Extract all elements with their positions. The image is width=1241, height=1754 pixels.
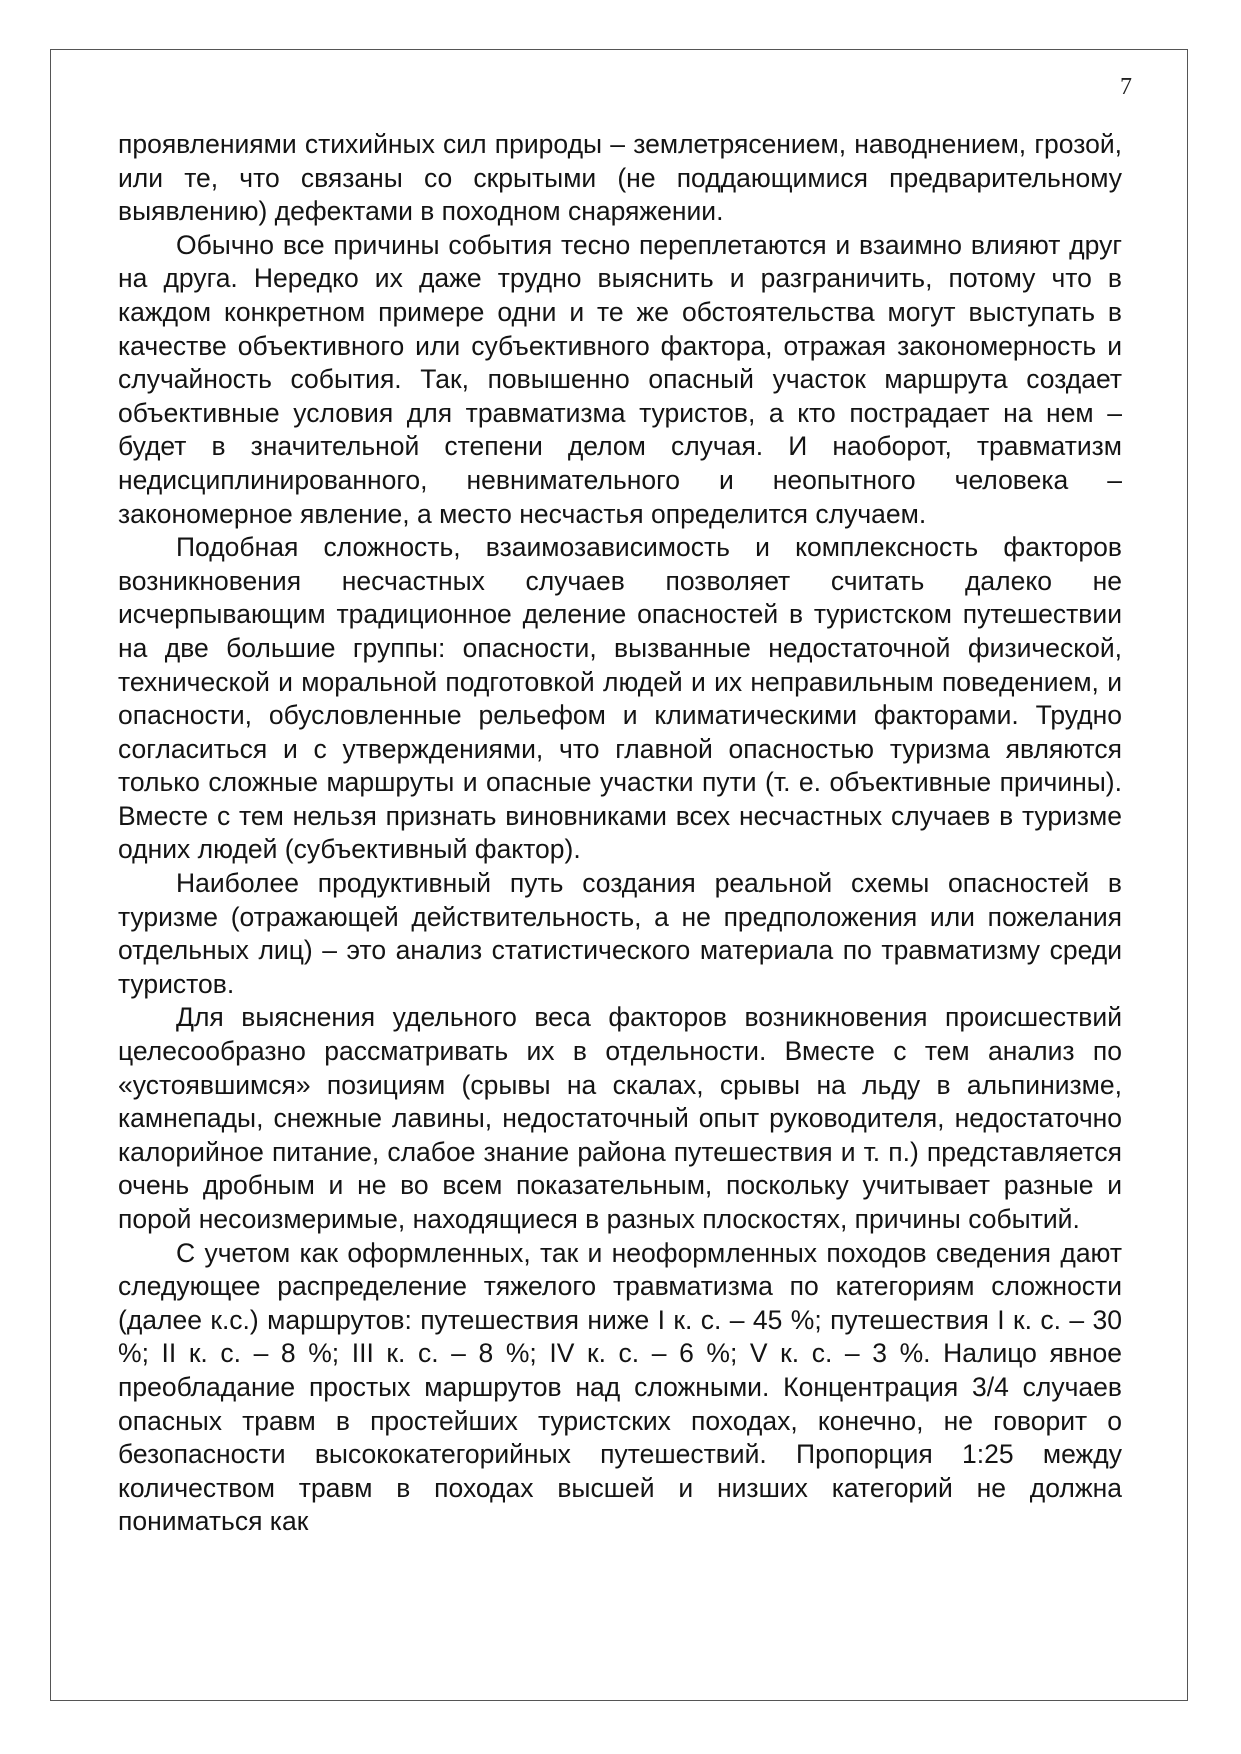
paragraph-5: Для выяснения удельного веса факторов возникновения происшествий целесообразно рассматривать их в отдельности. Вместе с тем анализ по «устоявшимся» позициям (срывы на скалах, срывы на льду в альпинизме, камнепады, снежные лавины, недостаточный опыт руководителя, недостаточно калорийное питание, слабое знание района путешествия и т. п.) представляется очень дробным и не во всем показательным, поскольку учитывает разные и порой несоизмеримые, находящиеся в разных плоскостях, причины событий. — [118, 1002, 1122, 1234]
page-number: 7 — [1120, 74, 1132, 100]
paragraph-4: Наиболее продуктивный путь создания реальной схемы опасностей в туризме (отражающей действительность, а не предположения или пожелания отдельных лиц) – это анализ статистического материала по травматизму среди туристов. — [118, 868, 1122, 999]
document-body — [118, 128, 1122, 1539]
paragraph-1: проявлениями стихийных сил природы – землетрясением, наводнением, грозой, или те, что связаны со скрытыми (не поддающимися предварительному выявлению) дефектами в походном снаряжении. — [118, 129, 1122, 227]
paragraph-3: Подобная сложность, взаимозависимость и комплексность факторов возникновения несчастных случаев позволяет считать далеко не исчерпывающим традиционное деление опасностей в туристском путешествии на две большие группы: опасности, вызванные недостаточной физической, технической и моральной подготовкой людей и их неправильным поведением, и опасности, обусловленные рельефом и климатическими факторами. Трудно согласиться и с утверждениями, что главной опасностью туризма являются только сложные маршруты и опасные участки пути (т. е. объективные причины). Вместе с тем нельзя признать виновниками всех несчастных случаев в туризме одних людей (субъективный фактор). — [118, 532, 1122, 865]
paragraph-2: Обычно все причины события тесно переплетаются и взаимно влияют друг на друга. Нередко их даже трудно выяснить и разграничить, потому что в каждом конкретном примере одни и те же обстоятельства могут выступать в качестве объективного или субъективного фактора, отражая закономерность и случайность события. Так, повышенно опасный участок маршрута создает объективные условия для травматизма туристов, а кто пострадает на нем – будет в значительной степени делом случая. И наоборот, травматизм недисциплинированного, невнимательного и неопытного человека – закономерное явление, а место несчастья определится случаем. — [118, 229, 1122, 529]
paragraph-6: С учетом как оформленных, так и неоформленных походов сведения дают следующее распределение тяжелого травматизма по категориям сложности (далее к.с.) маршрутов: путешествия ниже I к. с. – 45 %; путешествия I к. с. – 30 %; II к. с. – 8 %; III к. с. – 8 %; IV к. с. – 6 %; V к. с. – 3 %. Налицо явное преобладание простых маршрутов над сложными. Концентрация 3/4 случаев опасных травм в простейших туристских походах, конечно, не говорит о безопасности высококатегорийных путешествий. Пропорция 1:25 между количеством травм в походах высшей и низших категорий не должна пониматься как — [118, 1237, 1122, 1537]
